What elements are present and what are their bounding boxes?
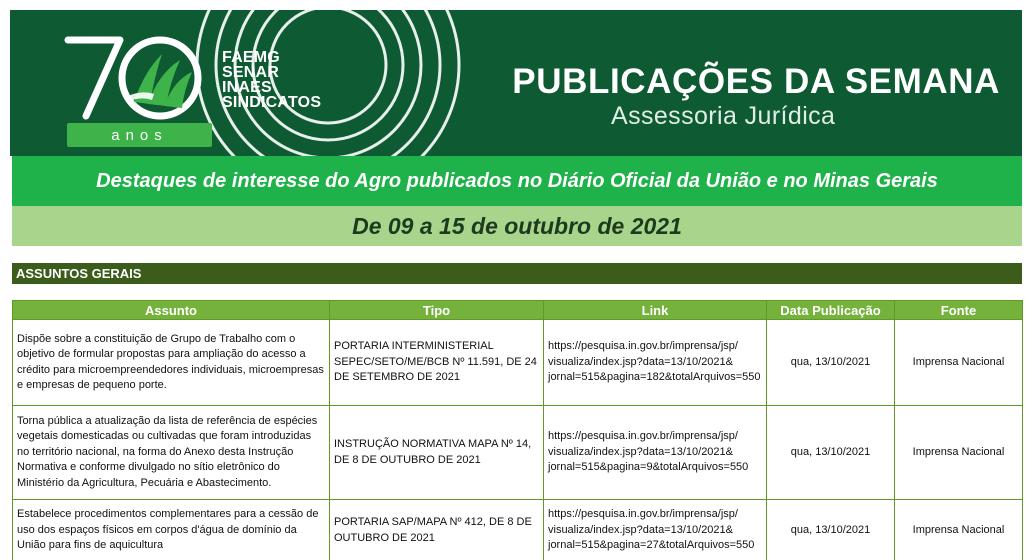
cell-tipo: PORTARIA SAP/MAPA Nº 412, DE 8 DE OUTUBRO DE 2021	[330, 500, 544, 560]
column-header-assunto: Assunto	[13, 301, 330, 320]
page-title: PUBLICAÇÕES DA SEMANA	[512, 62, 1000, 101]
cell-link[interactable]: https:/​/​pesquisa.​in.​gov.​br/​imprensa/​jsp/​visualiza/​index.​jsp?​data=​13/​10/​2021&​jornal=​515&​pagina=​9&​totalArquivos=​550	[544, 406, 767, 500]
publications-table	[12, 300, 1023, 560]
cell-tipo: PORTARIA INTERMINISTERIAL SEPEC/SETO/ME/BCB Nº 11.591, DE 24 DE SETEMBRO DE 2021	[330, 320, 544, 406]
cell-assunto: Dispõe sobre a constituição de Grupo de Trabalho com o objetivo de formular propostas para ampliação do acesso a crédito para microempreendedores individuais, microempresas e empresas de pequeno porte.	[13, 320, 330, 406]
page-subtitle: Assessoria Jurídica	[611, 102, 836, 130]
logo-70	[62, 32, 208, 122]
column-header-data: Data Publicação	[767, 301, 895, 320]
column-header-tipo: Tipo	[330, 301, 544, 320]
cell-tipo: INSTRUÇÃO NORMATIVA MAPA Nº 14, DE 8 DE OUTUBRO DE 2021	[330, 406, 544, 500]
table-row	[13, 500, 1023, 560]
cell-assunto: Estabelece procedimentos complementares para a cessão de uso dos espaços físicos em corpos d'água de domínio da União para fins de aquicultura	[13, 500, 330, 560]
cell-fonte: Imprensa Nacional	[895, 500, 1023, 560]
date-range-band	[12, 206, 1022, 246]
header-banner	[10, 10, 1022, 156]
column-header-fonte: Fonte	[895, 301, 1023, 320]
cell-link[interactable]: https:/​/​pesquisa.​in.​gov.​br/​imprensa/​jsp/​visualiza/​index.​jsp?​data=​13/​10/​2021&​jornal=​515&​pagina=​182&​totalArquivos=​550	[544, 320, 767, 406]
cell-assunto: Torna pública a atualização da lista de referência de espécies vegetais domesticadas ou cultivadas que foram introduzidas no território nacional, na forma do Anexo desta Instrução Normativa e conforme divulgado no sítio eletrônico do Ministério da Agricultura, Pecuária e Abastecimento.	[13, 406, 330, 500]
table-row	[13, 406, 1023, 500]
section-title: ASSUNTOS GERAIS	[16, 266, 142, 281]
cell-data: qua, 13/10/2021	[767, 406, 895, 500]
column-header-link: Link	[544, 301, 767, 320]
section-header	[12, 263, 1022, 284]
cell-data: qua, 13/10/2021	[767, 500, 895, 560]
logo-org-names: FAEMG SENAR INAES SINDICATOS	[222, 49, 322, 111]
highlight-text: Destaques de interesse do Agro publicados no Diário Oficial da União e no Minas Gerais	[96, 169, 938, 192]
highlight-band	[12, 156, 1022, 206]
table-row	[13, 320, 1023, 406]
date-range-text: De 09 a 15 de outubro de 2021	[352, 212, 682, 239]
cell-link[interactable]: https:/​/​pesquisa.​in.​gov.​br/​imprensa/​jsp/​visualiza/​index.​jsp?​data=​13/​10/​2021&​jornal=​515&​pagina=​27&​totalArquivos=​550	[544, 500, 767, 560]
cell-fonte: Imprensa Nacional	[895, 320, 1023, 406]
cell-data: qua, 13/10/2021	[767, 320, 895, 406]
table-header-row	[13, 301, 1023, 320]
logo-anos-badge	[67, 123, 212, 147]
logo-anos-text: anos	[111, 126, 168, 144]
cell-fonte: Imprensa Nacional	[895, 406, 1023, 500]
